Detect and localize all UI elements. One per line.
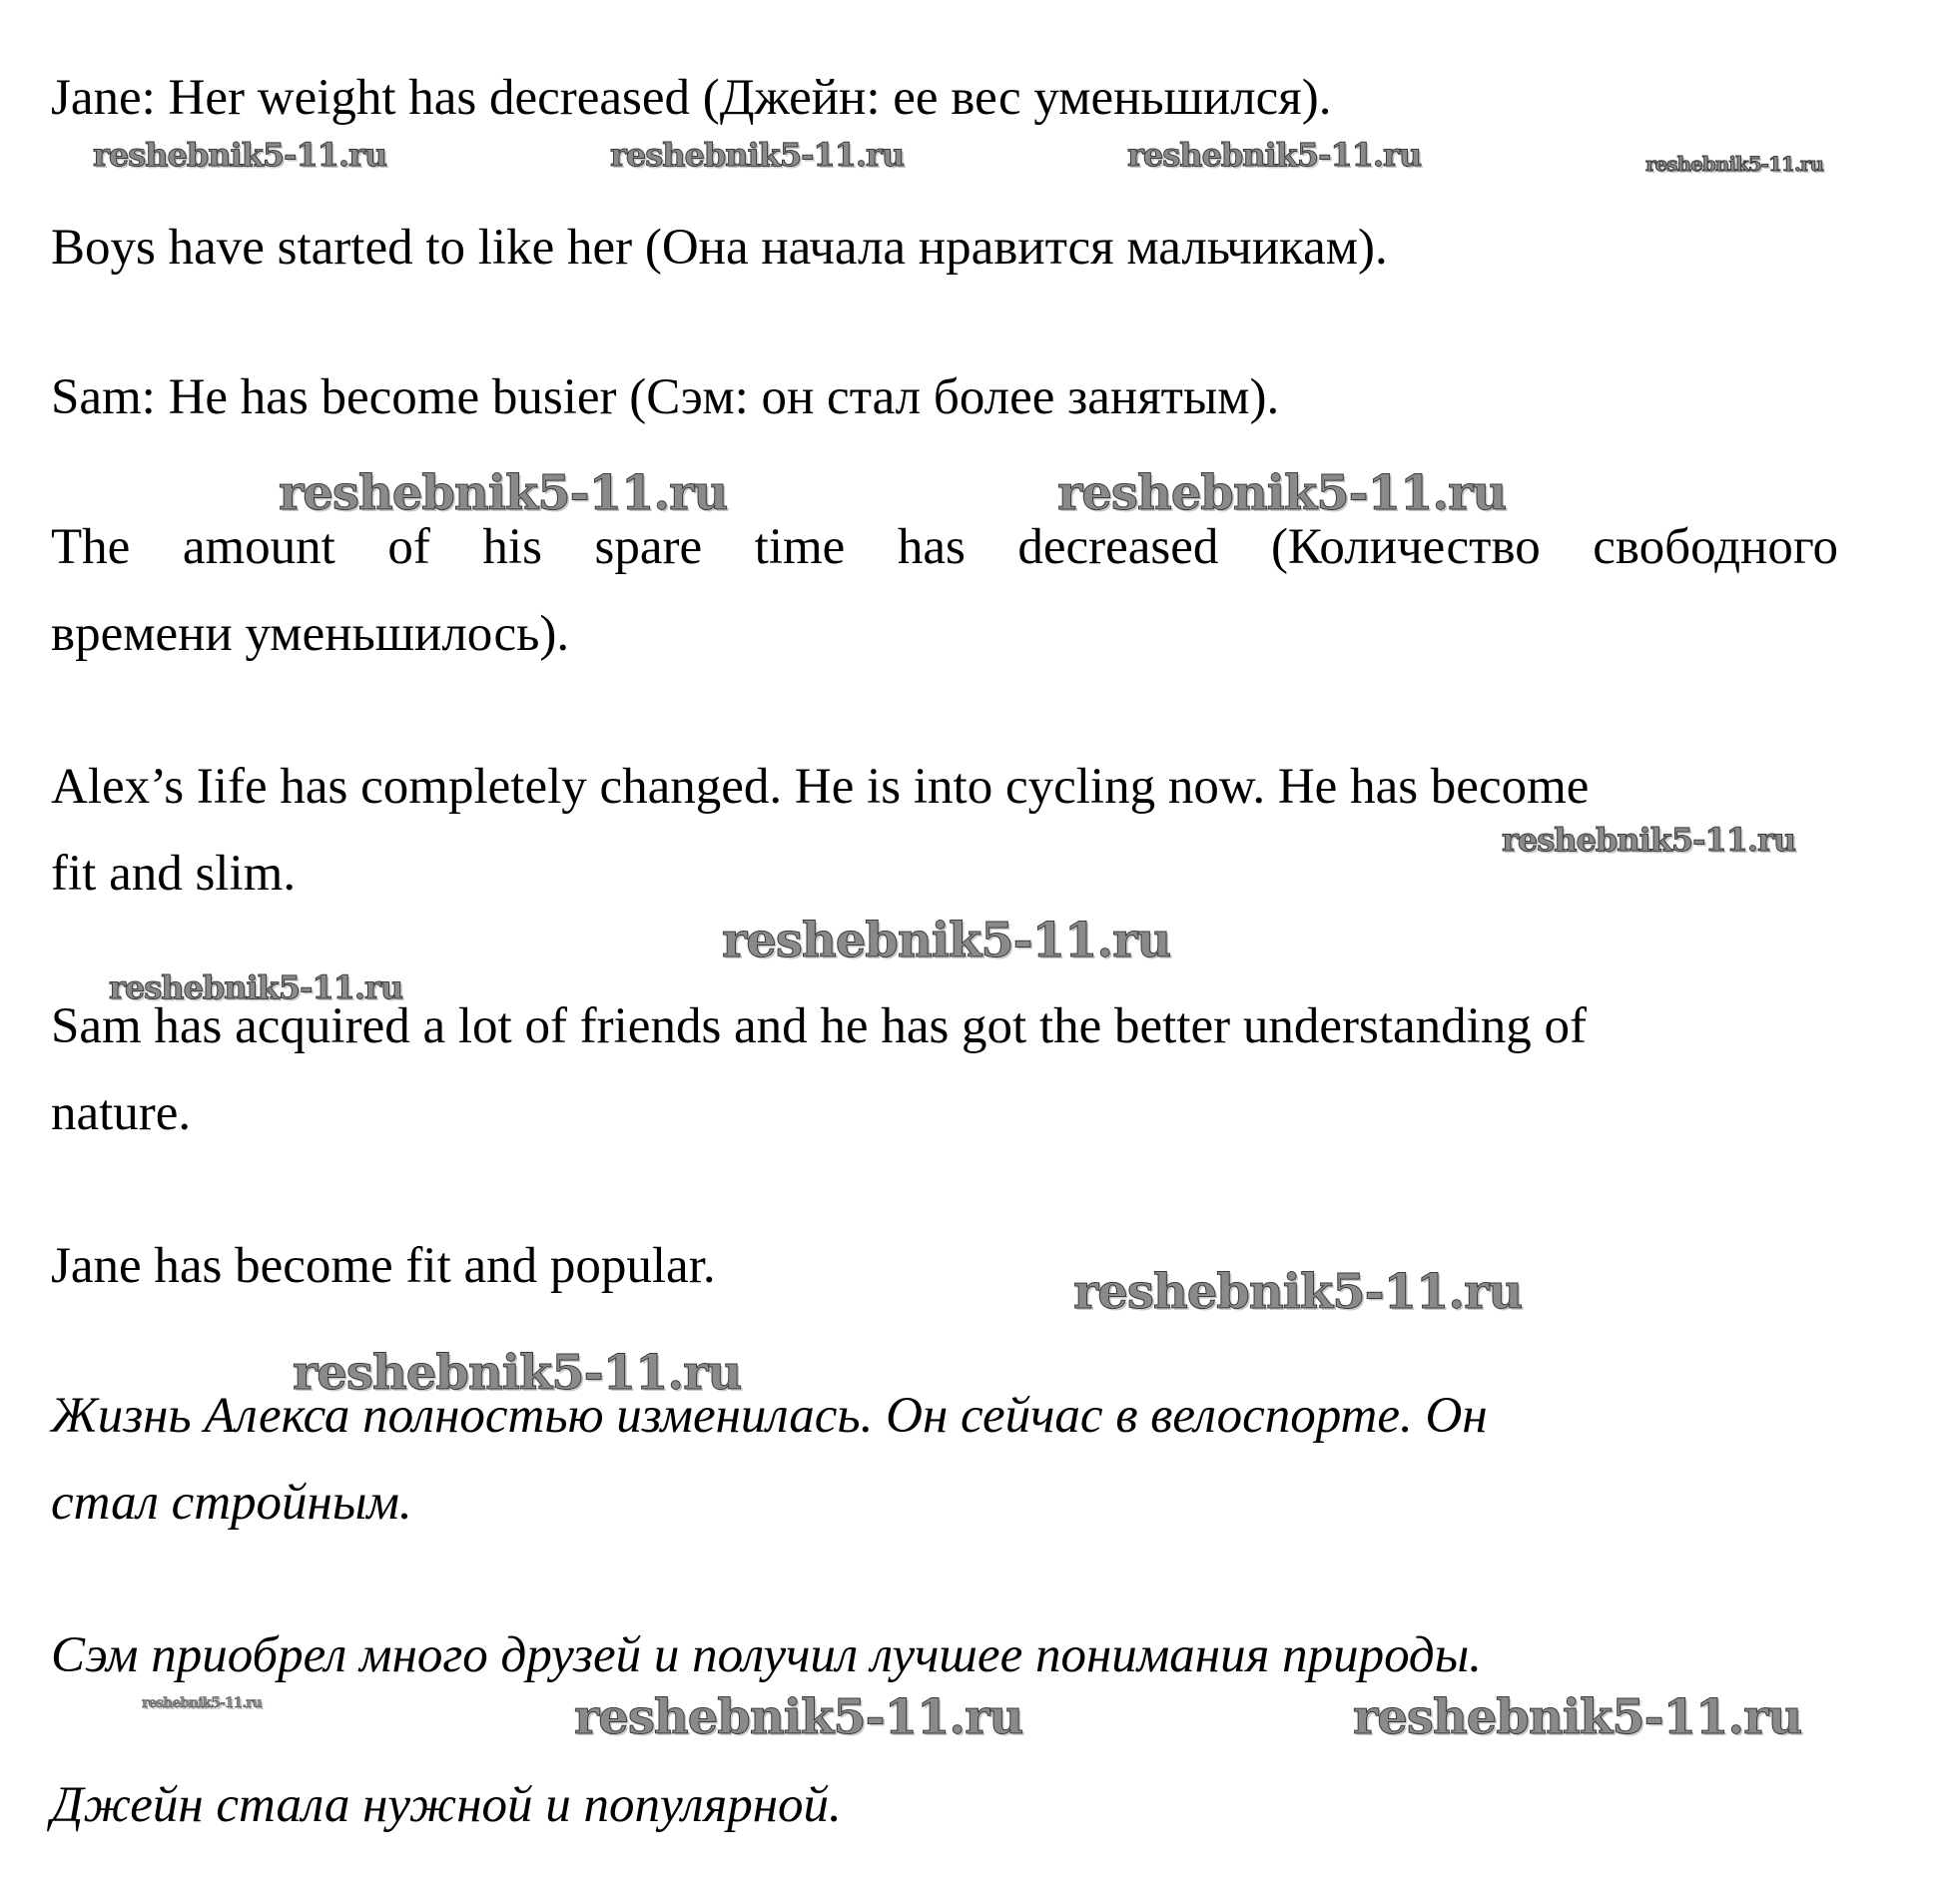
watermark: reshebnik5-11.ru xyxy=(1127,136,1422,174)
text-line-14: Джейн стала нужной и популярной. xyxy=(51,1777,842,1833)
text-line-13: Сэм приобрел много друзей и получил лучшее понимания природы. xyxy=(51,1627,1482,1683)
text-line-6: Alex’s Iife has completely changed. He is into cycling now. He has become xyxy=(51,759,1590,815)
text-line-11: Жизнь Алекса полностью изменилась. Он сейчас в велоспорте. Он xyxy=(51,1388,1488,1444)
text-line-9: nature. xyxy=(51,1085,192,1141)
watermark: reshebnik5-11.ru xyxy=(722,913,1171,968)
text-line-1: Jane: Her weight has decreased (Джейн: ее вес уменьшился). xyxy=(51,70,1332,126)
watermark: reshebnik5-11.ru xyxy=(279,465,728,521)
watermark: reshebnik5-11.ru xyxy=(1057,465,1507,521)
watermark: reshebnik5-11.ru xyxy=(109,968,403,1006)
watermark: reshebnik5-11.ru xyxy=(1073,1264,1523,1320)
watermark: reshebnik5-11.ru xyxy=(574,1689,1023,1745)
text-line-12: стал стройным. xyxy=(51,1475,412,1531)
watermark: reshebnik5-11.ru xyxy=(1353,1689,1802,1745)
watermark: reshebnik5-11.ru xyxy=(142,1695,262,1711)
text-line-5: времени уменьшилось). xyxy=(51,606,570,662)
text-line-7: fit and slim. xyxy=(51,846,297,902)
text-line-8: Sam has acquired a lot of friends and he has got the better understanding of xyxy=(51,998,1588,1054)
watermark: reshebnik5-11.ru xyxy=(93,136,387,174)
watermark: reshebnik5-11.ru xyxy=(610,136,905,174)
text-line-4: The amount of his spare time has decreased (Количество свободного xyxy=(51,519,1838,575)
text-line-3: Sam: He has become busier (Сэм: он стал более занятым). xyxy=(51,369,1280,425)
watermark: reshebnik5-11.ru xyxy=(293,1345,742,1401)
watermark: reshebnik5-11.ru xyxy=(1502,821,1796,859)
text-line-10: Jane has become fit and popular. xyxy=(51,1238,716,1294)
watermark: reshebnik5-11.ru xyxy=(1645,152,1823,176)
text-line-2: Boys have started to like her (Она начала нравится мальчикам). xyxy=(51,220,1388,276)
